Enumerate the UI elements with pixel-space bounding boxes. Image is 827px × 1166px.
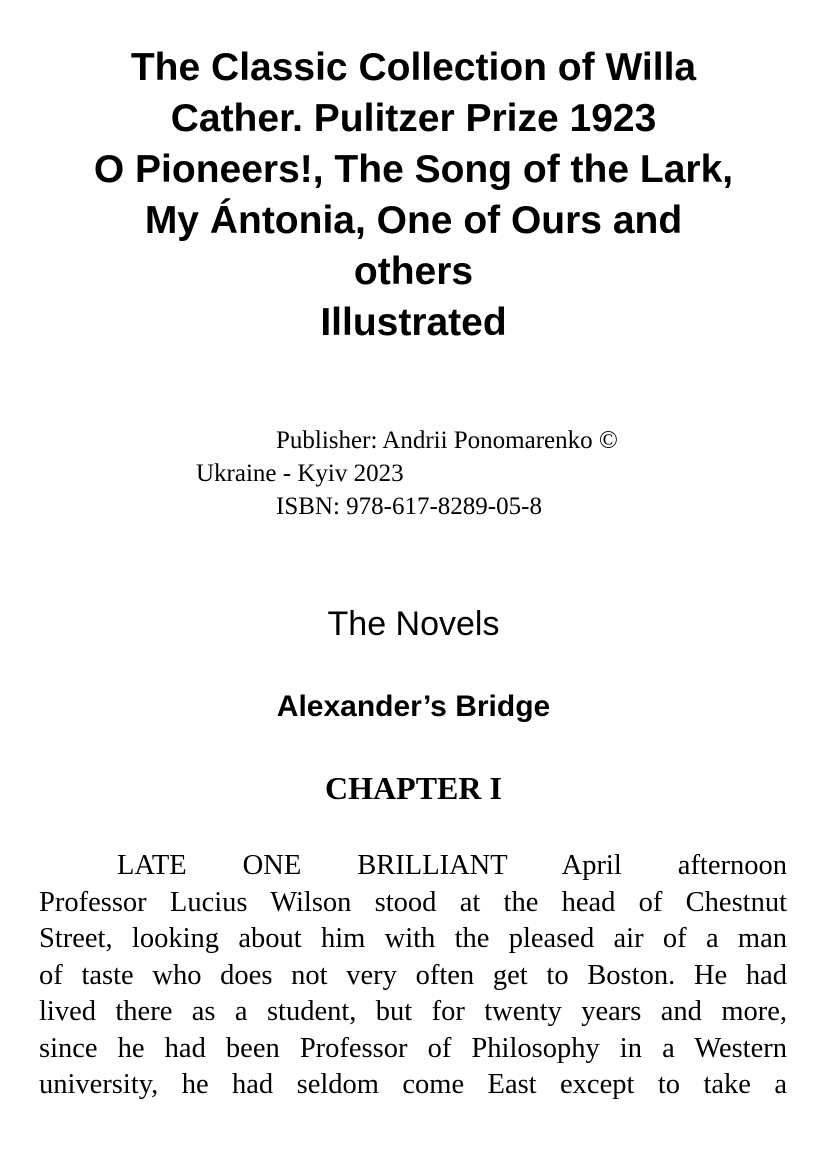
publisher-line: Publisher: Andrii Ponomarenko © (276, 427, 618, 454)
text-line: Professor Lucius Wilson stood at the head of Chestnut (39, 886, 787, 918)
chapter-body-text (39, 848, 787, 1104)
location-line: Ukraine - Kyiv 2023 (196, 460, 404, 487)
publisher-info (0, 424, 827, 523)
chapter-heading: CHAPTER I (325, 770, 502, 806)
title-line: Cather. Pulitzer Prize 1923 (170, 97, 657, 140)
novel-title: Alexander’s Bridge (276, 690, 551, 723)
title-line: others (353, 250, 474, 293)
text-line: of taste who does not very often get to Boston. He had (39, 959, 787, 991)
book-title (30, 42, 797, 348)
text-line: since he had been Professor of Philosophy in a Western (39, 1032, 787, 1064)
isbn-line: ISBN: 978-617-8289-05-8 (276, 493, 542, 520)
title-line: Illustrated (320, 301, 507, 344)
text-line: Street, looking about him with the pleased air of a man (39, 923, 787, 954)
title-line: O Pioneers!, The Song of the Lark, (93, 148, 734, 191)
title-line: The Classic Collection of Willa (130, 46, 697, 89)
text-line: LATE ONE BRILLIANT April afternoon (117, 850, 787, 881)
section-heading: The Novels (327, 605, 500, 643)
text-line: university, he had seldom come East except to take a (39, 1069, 787, 1100)
title-line: My Ántonia, One of Ours and (144, 199, 683, 242)
text-line: lived there as a student, but for twenty years and more, (39, 996, 787, 1027)
